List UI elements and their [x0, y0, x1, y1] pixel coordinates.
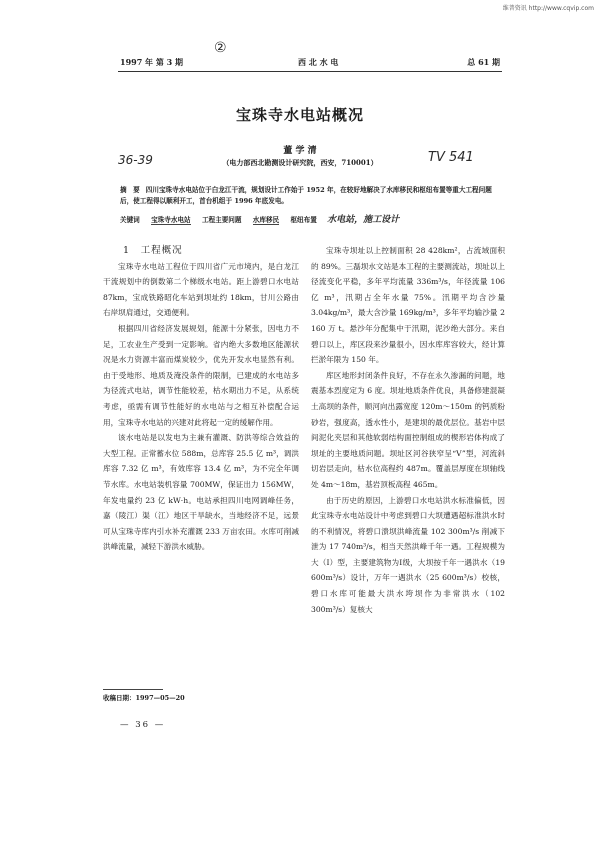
header-journal: 西 北 水 电: [298, 57, 339, 67]
keyword-item: 水库移民: [252, 216, 280, 224]
handwritten-right-code: TV 541: [428, 150, 474, 165]
handwritten-keyword-note: 水电站，施工设计: [327, 215, 400, 225]
body-paragraph: 宝珠寺坝址以上控制面积 28 428km²，占流域面积的 89%。三磊坝水文站是本工程的主要测流站，坝址以上径流变化平稳，多年平均流量 336m³/s，年径流量 106 亿 m³，汛期占全年水量 75%。汛期平均含沙量 3.04kg/m³，最大含沙量 169kg/m³，多年平均输沙量 2 160 万 t。悬沙年分配集中于汛期，泥沙绝大部分。来自碧口以上，库区段来沙量很小，因水库库容较大，经计算拦淤年限为 150 年。: [311, 246, 505, 365]
header-rule: [118, 71, 502, 72]
keyword-item: 宝珠寺水电站: [151, 216, 191, 224]
page-number: — 36 —: [120, 720, 166, 730]
abstract-label: 摘 要: [120, 186, 140, 194]
body-paragraph: 由于历史的原因，上游碧口水电站洪水标准偏低，因此宝珠寺水电站设计中考虑到碧口大坝遭遇超标准洪水时的不利情况，将碧口溃坝洪峰流量 102 300m³/s 削减下泄为 17 740m³/s，相当天然洪峰千年一遇。工程规模为大（Ⅰ）型，主要建筑物为Ⅰ级，大坝按千年一遇洪水（19 600m³/s）设计，万年一遇洪水（25 600m³/s）校核，碧口水库可能最大洪水垮坝作为非常洪水（102 300m³/s）复核大: [311, 495, 505, 614]
section-number: 1: [123, 245, 131, 256]
left-column: [103, 243, 299, 555]
abstract: [120, 185, 492, 207]
handwritten-top-mark: ②: [214, 40, 227, 56]
abstract-text: 四川宝珠寺水电站位于白龙江干流，规划设计工作始于 1952 年，在较好地解决了水库移民和枢纽布置等重大工程问题后，使工程得以顺利开工，首台机组于 1996 年底发电。: [120, 186, 492, 205]
header-total-issue: 总 61 期: [467, 57, 500, 67]
keyword-item: 工程主要问题: [201, 216, 242, 224]
footnote-label: 收稿日期：: [103, 694, 136, 702]
keywords: [120, 212, 492, 225]
footnote-date: 1997—05—20: [135, 694, 185, 702]
footnote-rule: [103, 689, 163, 690]
footnote: [103, 693, 185, 702]
body-paragraph: 根据四川省经济发展规划，能源十分紧张，因电力不足，工农业生产受到一定影响。省内绝大多数地区能源状况是水力资源丰富而煤炭较少，优先开发水电显然有利。由于受地形、地质及淹没条件的限制，已建成的水电站多为径流式电站，调节性能较差，枯水期出力不足，从系统考虑，亟需有调节性能好的水电站与之相互补偿配合运用，宝珠寺水电站的兴建对此将起一定的缓解作用。: [103, 323, 299, 427]
section-title: 工程概况: [140, 245, 183, 256]
handwritten-left-code: 36-39: [118, 153, 153, 167]
running-header: [120, 57, 500, 71]
keywords-label: 关键词: [120, 216, 140, 224]
keyword-item: 枢纽布置: [290, 216, 317, 224]
watermark: 维普资讯 http://www.cqvip.com: [502, 5, 594, 12]
author: 董 学 清: [283, 146, 317, 156]
article-title: 宝珠寺水电站概况: [235, 106, 364, 124]
header-year-issue: 1997 年 第 3 期: [120, 57, 183, 67]
body-paragraph: 宝珠寺水电站工程位于四川省广元市境内，是白龙江干流规划中的倒数第二个梯级水电站。距上游碧口水电站 87km，宝成铁路昭化车站到坝址约 18km，甘川公路由右岸坝肩通过，交通便利。: [103, 261, 299, 318]
body-paragraph: 该水电站是以发电为主兼有灌溉、防洪等综合效益的大型工程。正常蓄水位 588m，总库容 25.5 亿 m³，调洪库容 7.32 亿 m³，有效库容 13.4 亿 m³，为不完全年调节水库。水电站装机容量 700MW，保证出力 156MW，年发电量约 23 亿 kW·h。电站承担四川电网调峰任务，嘉（陵江）渠（江）地区干旱缺水，当地经济不足，远景可从宝珠寺库内引水补充灌溉 233 万亩农田。水库可削减洪峰流量，减轻下游洪水威胁。: [103, 433, 299, 552]
right-column: [311, 243, 505, 617]
section-heading: [103, 243, 299, 259]
body-paragraph: 库区地形封闭条件良好，不存在永久渗漏的问题，地震基本烈度定为 6 度。坝址地质条件优良，具备修建混凝土高坝的条件，顺河向出露宽度 120m～150m 的钙质粉砂岩，强度高，透水性小，是建坝的最优层位。基岩中层间泥化夹层和其他软弱结构面控制组成的楔形岩体构成了坝址的主要地质问题。坝址区河谷狭窄呈“V”型，河流斜切岩层走向，枯水位高程约 487m。覆盖层厚度在坝轴线处 4m～18m，基岩顶板高程 465m。: [311, 370, 505, 489]
affiliation: （电力部西北勘测设计研究院，西安，710001）: [222, 158, 378, 167]
